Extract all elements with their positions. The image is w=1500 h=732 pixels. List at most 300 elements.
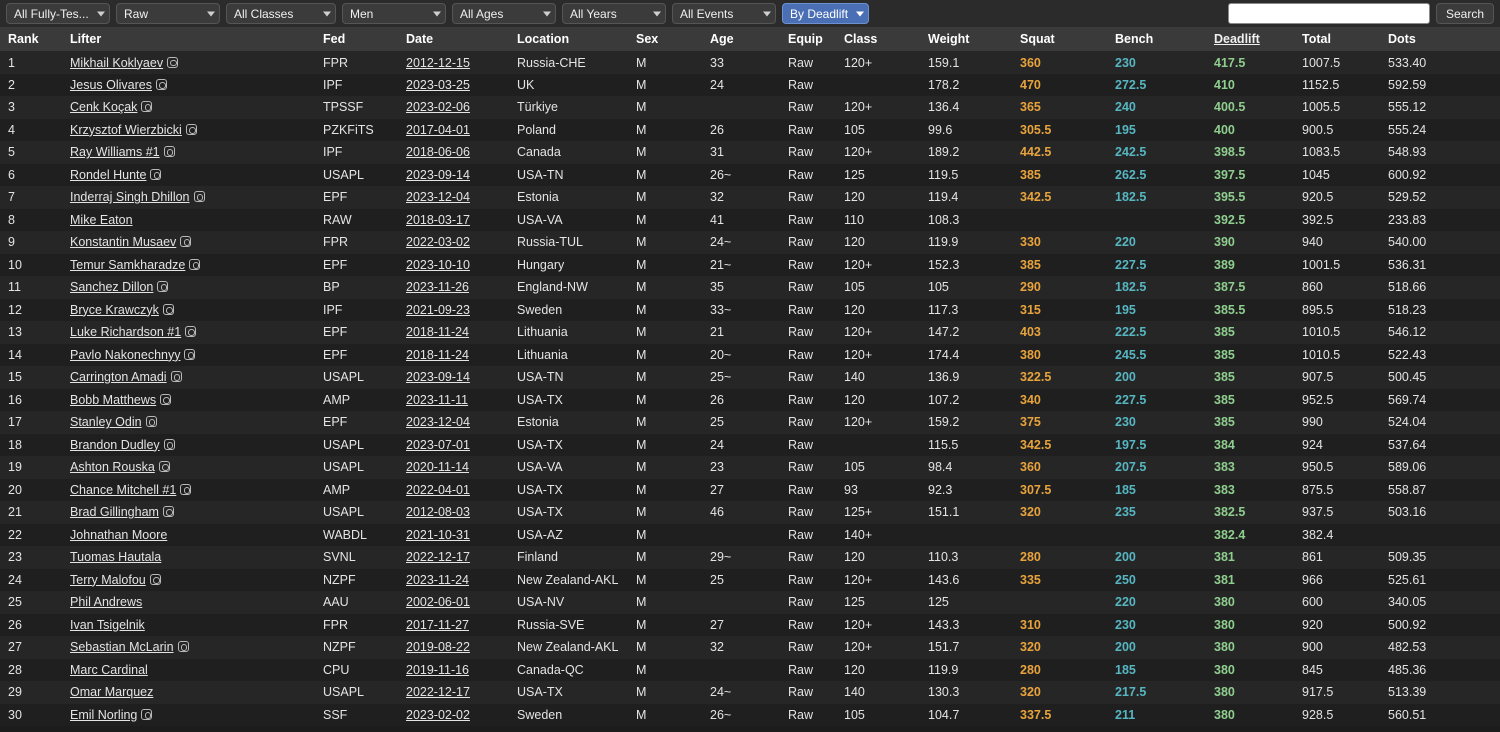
cell-age: 23 bbox=[710, 460, 724, 475]
cell-date[interactable] bbox=[398, 344, 509, 367]
cell-date[interactable] bbox=[398, 164, 509, 187]
cell-equip: Raw bbox=[788, 122, 814, 137]
cell-date[interactable] bbox=[398, 501, 509, 524]
cell-deadlift bbox=[1206, 704, 1294, 727]
table-row[interactable] bbox=[0, 96, 1500, 119]
cell-fed: TPSSF bbox=[323, 100, 364, 115]
cell-date[interactable] bbox=[398, 141, 509, 164]
table-row[interactable] bbox=[0, 74, 1500, 97]
table-row[interactable] bbox=[0, 591, 1500, 614]
meet-date-link[interactable]: 2022-12-17 bbox=[406, 685, 470, 700]
cell-lifter[interactable] bbox=[62, 479, 315, 502]
cell-total: 1010.5 bbox=[1302, 325, 1341, 340]
cell-date[interactable] bbox=[398, 276, 509, 299]
cell-date[interactable] bbox=[398, 209, 509, 232]
column-header-label: Age bbox=[710, 32, 734, 47]
cell-date[interactable] bbox=[398, 254, 509, 277]
equipment-filter-label: Raw bbox=[124, 6, 149, 21]
instagram-icon[interactable] bbox=[160, 394, 171, 405]
cell-age: 20~ bbox=[710, 347, 732, 362]
cell-rank: 29 bbox=[8, 685, 22, 700]
instagram-icon[interactable] bbox=[185, 326, 196, 337]
instagram-icon[interactable] bbox=[141, 101, 152, 112]
cell-weight: 136.9 bbox=[928, 370, 960, 385]
cell-rank: 27 bbox=[8, 640, 22, 655]
cell-fed: AMP bbox=[323, 482, 351, 497]
cell-age: 35 bbox=[710, 280, 724, 295]
cell-weight: 105 bbox=[928, 280, 949, 295]
deadlift-value: 410 bbox=[1214, 77, 1235, 92]
event-filter[interactable] bbox=[672, 3, 776, 24]
cell-date[interactable] bbox=[398, 411, 509, 434]
table-row[interactable] bbox=[0, 119, 1500, 142]
cell-lifter[interactable] bbox=[62, 186, 315, 209]
table-row[interactable] bbox=[0, 614, 1500, 637]
cell-class: 125 bbox=[844, 595, 865, 610]
lifter-link[interactable]: Luke Richardson #1 bbox=[70, 325, 182, 340]
meet-date-link[interactable]: 2022-03-02 bbox=[406, 235, 470, 250]
column-header-deadlift[interactable] bbox=[1206, 28, 1294, 51]
cell-dots: 569.74 bbox=[1388, 392, 1427, 407]
lifter-link[interactable]: Phil Andrews bbox=[70, 595, 143, 610]
cell-date[interactable] bbox=[398, 119, 509, 142]
meet-date-link[interactable]: 2023-12-04 bbox=[406, 415, 470, 430]
meet-date-link[interactable]: 2023-02-02 bbox=[406, 707, 470, 722]
cell-deadlift bbox=[1206, 389, 1294, 412]
cell-deadlift bbox=[1206, 591, 1294, 614]
instagram-icon[interactable] bbox=[163, 506, 174, 517]
search-button[interactable]: Search bbox=[1436, 3, 1494, 24]
cell-date[interactable] bbox=[398, 434, 509, 457]
lifter-link[interactable]: Omar Marquez bbox=[70, 685, 154, 700]
squat-value: 340 bbox=[1020, 392, 1041, 407]
cell-weight: 119.5 bbox=[928, 167, 959, 182]
cell-date[interactable] bbox=[398, 591, 509, 614]
meet-date-link[interactable]: 2023-02-06 bbox=[406, 100, 470, 115]
bench-value: 182.5 bbox=[1115, 280, 1147, 295]
meet-date-link[interactable]: 2023-11-26 bbox=[406, 280, 470, 295]
bench-value: 242.5 bbox=[1115, 145, 1147, 160]
search-input[interactable] bbox=[1228, 3, 1430, 24]
column-header-lifter[interactable] bbox=[62, 28, 315, 51]
cell-lifter[interactable] bbox=[62, 614, 315, 637]
table-row[interactable] bbox=[0, 51, 1500, 74]
sort-filter[interactable] bbox=[782, 3, 869, 24]
cell-equip: Raw bbox=[788, 302, 814, 317]
cell-rank: 5 bbox=[8, 145, 15, 160]
meet-date-link[interactable]: 2019-11-16 bbox=[406, 662, 470, 677]
cell-rank: 2 bbox=[8, 77, 15, 92]
cell-rank: 12 bbox=[8, 302, 22, 317]
lifter-link[interactable]: Cenk Koçak bbox=[70, 100, 138, 115]
cell-lifter[interactable] bbox=[62, 434, 315, 457]
table-row[interactable] bbox=[0, 141, 1500, 164]
column-header-label: Sex bbox=[636, 32, 659, 47]
meet-date-link[interactable]: 2023-09-14 bbox=[406, 370, 470, 385]
cell-lifter[interactable] bbox=[62, 569, 315, 592]
cell-date[interactable] bbox=[398, 389, 509, 412]
instagram-icon[interactable] bbox=[146, 416, 157, 427]
cell-squat bbox=[1012, 546, 1107, 569]
meet-date-link[interactable]: 2023-12-04 bbox=[406, 190, 470, 205]
squat-value: 365 bbox=[1020, 100, 1041, 115]
lifter-link[interactable]: Temur Samkharadze bbox=[70, 257, 186, 272]
lifter-link[interactable]: Pavlo Nakonechnyy bbox=[70, 347, 181, 362]
cell-date[interactable] bbox=[398, 96, 509, 119]
column-header-total[interactable] bbox=[1294, 28, 1380, 51]
cell-rank: 21 bbox=[8, 505, 22, 520]
meet-date-link[interactable]: 2022-04-01 bbox=[406, 482, 470, 497]
cell-lifter[interactable] bbox=[62, 231, 315, 254]
bench-value: 272.5 bbox=[1115, 77, 1147, 92]
squat-value: 342.5 bbox=[1020, 190, 1052, 205]
table-row[interactable] bbox=[0, 524, 1500, 547]
lifter-link[interactable]: Carrington Amadi bbox=[70, 370, 167, 385]
cell-equip: Raw bbox=[788, 100, 814, 115]
cell-lifter[interactable] bbox=[62, 456, 315, 479]
column-header-bench[interactable] bbox=[1107, 28, 1206, 51]
cell-deadlift bbox=[1206, 344, 1294, 367]
table-row[interactable] bbox=[0, 411, 1500, 434]
year-filter[interactable] bbox=[562, 3, 666, 24]
cell-dots: 537.64 bbox=[1388, 437, 1427, 452]
lifter-link[interactable]: Mikhail Koklyaev bbox=[70, 55, 164, 70]
cell-date[interactable] bbox=[398, 659, 509, 682]
cell-lifter[interactable] bbox=[62, 591, 315, 614]
cell-date[interactable] bbox=[398, 299, 509, 322]
table-row[interactable] bbox=[0, 321, 1500, 344]
cell-location: USA-AZ bbox=[517, 527, 563, 542]
cell-date[interactable] bbox=[398, 321, 509, 344]
instagram-icon[interactable] bbox=[163, 304, 174, 315]
table-row[interactable] bbox=[0, 546, 1500, 569]
cell-class: 120+ bbox=[844, 572, 873, 587]
cell-lifter[interactable] bbox=[62, 524, 315, 547]
bench-value: 222.5 bbox=[1115, 325, 1147, 340]
cell-total: 990 bbox=[1302, 415, 1323, 430]
lifter-link[interactable]: Mike Eaton bbox=[70, 212, 133, 227]
table-row[interactable] bbox=[0, 434, 1500, 457]
chevron-down-icon bbox=[323, 11, 331, 16]
cell-age: 26~ bbox=[710, 167, 732, 182]
meet-date-link[interactable]: 2017-11-27 bbox=[406, 617, 470, 632]
cell-lifter[interactable] bbox=[62, 681, 315, 704]
squat-value: 342.5 bbox=[1020, 437, 1052, 452]
bench-value: 250 bbox=[1115, 572, 1136, 587]
cell-bench bbox=[1107, 479, 1206, 502]
cell-equip: Raw bbox=[788, 505, 814, 520]
age-filter[interactable] bbox=[452, 3, 556, 24]
table-row[interactable] bbox=[0, 366, 1500, 389]
cell-lifter[interactable] bbox=[62, 659, 315, 682]
cell-date[interactable] bbox=[398, 456, 509, 479]
cell-lifter[interactable] bbox=[62, 209, 315, 232]
meet-date-link[interactable]: 2023-09-14 bbox=[406, 167, 470, 182]
meet-date-link[interactable]: 2017-04-01 bbox=[406, 122, 470, 137]
cell-location: USA-TX bbox=[517, 482, 563, 497]
cell-dots: 592.59 bbox=[1388, 77, 1427, 92]
cell-dots: 233.83 bbox=[1388, 212, 1427, 227]
cell-equip: Raw bbox=[788, 77, 814, 92]
table-row[interactable] bbox=[0, 231, 1500, 254]
cell-date[interactable] bbox=[398, 681, 509, 704]
instagram-icon[interactable] bbox=[167, 57, 178, 68]
table-row[interactable] bbox=[0, 299, 1500, 322]
cell-date[interactable] bbox=[398, 524, 509, 547]
cell-date[interactable] bbox=[398, 636, 509, 659]
table-row[interactable] bbox=[0, 704, 1500, 727]
table-row[interactable] bbox=[0, 681, 1500, 704]
deadlift-value: 380 bbox=[1214, 595, 1235, 610]
cell-class: 120+ bbox=[844, 347, 873, 362]
cell-squat bbox=[1012, 524, 1107, 547]
cell-location: Canada bbox=[517, 145, 561, 160]
year-filter-label: All Years bbox=[570, 6, 617, 21]
rankings-table-container[interactable] bbox=[0, 28, 1500, 732]
meet-date-link[interactable]: 2020-11-14 bbox=[406, 460, 470, 475]
sex-filter[interactable] bbox=[342, 3, 446, 24]
column-header-date[interactable] bbox=[398, 28, 509, 51]
cell-lifter[interactable] bbox=[62, 366, 315, 389]
table-row[interactable] bbox=[0, 389, 1500, 412]
instagram-icon[interactable] bbox=[186, 124, 197, 135]
table-row[interactable] bbox=[0, 569, 1500, 592]
column-header-location[interactable] bbox=[509, 28, 628, 51]
lifter-link[interactable]: Ivan Tsigelnik bbox=[70, 617, 145, 632]
instagram-icon[interactable] bbox=[150, 169, 161, 180]
table-row[interactable] bbox=[0, 164, 1500, 187]
table-row[interactable] bbox=[0, 479, 1500, 502]
lifter-link[interactable]: Chance Mitchell #1 bbox=[70, 482, 177, 497]
cell-fed: FPR bbox=[323, 235, 348, 250]
cell-weight: 159.1 bbox=[928, 55, 960, 70]
lifter-link[interactable]: Tuomas Hautala bbox=[70, 550, 162, 565]
column-header-sex[interactable] bbox=[628, 28, 702, 51]
cell-date[interactable] bbox=[398, 614, 509, 637]
meet-date-link[interactable]: 2023-11-24 bbox=[406, 572, 470, 587]
instagram-icon[interactable] bbox=[164, 439, 175, 450]
table-row[interactable] bbox=[0, 501, 1500, 524]
column-header-age[interactable] bbox=[702, 28, 780, 51]
cell-lifter[interactable] bbox=[62, 344, 315, 367]
lifter-link[interactable]: Rondel Hunte bbox=[70, 167, 147, 182]
cell-location: Finland bbox=[517, 550, 558, 565]
cell-dots: 518.23 bbox=[1388, 302, 1427, 317]
squat-value: 305.5 bbox=[1020, 122, 1052, 137]
cell-class: 105 bbox=[844, 707, 865, 722]
meet-date-link[interactable]: 2018-06-06 bbox=[406, 145, 470, 160]
cell-date[interactable] bbox=[398, 569, 509, 592]
squat-value: 320 bbox=[1020, 505, 1041, 520]
cell-lifter[interactable] bbox=[62, 141, 315, 164]
cell-lifter[interactable] bbox=[62, 74, 315, 97]
cell-sex: M bbox=[636, 325, 647, 340]
column-header-class[interactable] bbox=[836, 28, 920, 51]
cell-dots: 513.39 bbox=[1388, 685, 1427, 700]
cell-date[interactable] bbox=[398, 186, 509, 209]
cell-weight: 92.3 bbox=[928, 482, 953, 497]
squat-value: 330 bbox=[1020, 235, 1041, 250]
bench-value: 207.5 bbox=[1115, 460, 1147, 475]
cell-lifter[interactable] bbox=[62, 501, 315, 524]
cell-squat bbox=[1012, 411, 1107, 434]
cell-location: Estonia bbox=[517, 190, 559, 205]
lifter-link[interactable]: Johnathan Moore bbox=[70, 527, 168, 542]
cell-weight: 119.9 bbox=[928, 662, 959, 677]
meet-date-link[interactable]: 2021-09-23 bbox=[406, 302, 470, 317]
instagram-icon[interactable] bbox=[164, 146, 175, 157]
instagram-icon[interactable] bbox=[180, 484, 191, 495]
lifter-link[interactable]: Inderraj Singh Dhillon bbox=[70, 190, 190, 205]
cell-dots: 548.93 bbox=[1388, 145, 1427, 160]
meet-date-link[interactable]: 2018-11-24 bbox=[406, 325, 470, 340]
bench-value: 227.5 bbox=[1115, 257, 1147, 272]
instagram-icon[interactable] bbox=[178, 641, 189, 652]
column-header-equip[interactable] bbox=[780, 28, 836, 51]
weight-class-filter[interactable] bbox=[226, 3, 336, 24]
lifter-link[interactable]: Sebastian McLarin bbox=[70, 640, 174, 655]
meet-date-link[interactable]: 2012-08-03 bbox=[406, 505, 470, 520]
instagram-icon[interactable] bbox=[141, 709, 152, 720]
table-row[interactable] bbox=[0, 456, 1500, 479]
table-row[interactable] bbox=[0, 254, 1500, 277]
cell-class: 93 bbox=[844, 482, 858, 497]
cell-lifter[interactable] bbox=[62, 254, 315, 277]
meet-date-link[interactable]: 2018-03-17 bbox=[406, 212, 470, 227]
lifter-link[interactable]: Brandon Dudley bbox=[70, 437, 160, 452]
cell-location: USA-TN bbox=[517, 370, 564, 385]
squat-value: 335 bbox=[1020, 572, 1041, 587]
cell-date[interactable] bbox=[398, 704, 509, 727]
deadlift-value: 390 bbox=[1214, 235, 1235, 250]
cell-dots: 500.92 bbox=[1388, 617, 1427, 632]
equipment-filter[interactable] bbox=[116, 3, 220, 24]
lifter-link[interactable]: Terry Malofou bbox=[70, 572, 146, 587]
cell-age bbox=[702, 524, 780, 547]
cell-lifter[interactable] bbox=[62, 704, 315, 727]
lifter-link[interactable]: Ray Williams #1 bbox=[70, 145, 160, 160]
cell-rank: 24 bbox=[8, 572, 22, 587]
cell-lifter[interactable] bbox=[62, 546, 315, 569]
squat-value: 320 bbox=[1020, 640, 1041, 655]
meet-date-link[interactable]: 2018-11-24 bbox=[406, 347, 470, 362]
lifter-link[interactable]: Emil Norling bbox=[70, 707, 138, 722]
column-header-weight[interactable] bbox=[920, 28, 1012, 51]
lifter-link[interactable]: Konstantin Musaev bbox=[70, 235, 177, 250]
meet-date-link[interactable]: 2021-10-31 bbox=[406, 527, 470, 542]
cell-location: Hungary bbox=[517, 257, 565, 272]
cell-date[interactable] bbox=[398, 231, 509, 254]
lifter-link[interactable]: Ashton Rouska bbox=[70, 460, 155, 475]
lifter-link[interactable]: Stanley Odin bbox=[70, 415, 142, 430]
table-row[interactable] bbox=[0, 344, 1500, 367]
instagram-icon[interactable] bbox=[150, 574, 161, 585]
cell-lifter[interactable] bbox=[62, 321, 315, 344]
cell-lifter[interactable] bbox=[62, 389, 315, 412]
cell-fed: NZPF bbox=[323, 640, 356, 655]
lifter-link[interactable]: Brad Gillingham bbox=[70, 505, 159, 520]
instagram-icon[interactable] bbox=[184, 349, 195, 360]
deadlift-value: 385 bbox=[1214, 347, 1235, 362]
cell-location: Türkiye bbox=[517, 100, 558, 115]
cell-lifter[interactable] bbox=[62, 164, 315, 187]
cell-date[interactable] bbox=[398, 479, 509, 502]
cell-date[interactable] bbox=[398, 546, 509, 569]
cell-squat bbox=[1012, 366, 1107, 389]
table-row[interactable] bbox=[0, 276, 1500, 299]
cell-date[interactable] bbox=[398, 366, 509, 389]
cell-lifter[interactable] bbox=[62, 96, 315, 119]
instagram-icon[interactable] bbox=[189, 259, 200, 270]
cell-age: 26 bbox=[710, 392, 724, 407]
cell-squat bbox=[1012, 614, 1107, 637]
cell-fed: USAPL bbox=[323, 460, 364, 475]
column-header-squat[interactable] bbox=[1012, 28, 1107, 51]
meet-date-link[interactable]: 2023-10-10 bbox=[406, 257, 470, 272]
cell-dots: 340.05 bbox=[1388, 595, 1427, 610]
lifter-link[interactable]: Bobb Matthews bbox=[70, 392, 157, 407]
lifter-link[interactable]: Marc Cardinal bbox=[70, 662, 148, 677]
cell-sex: M bbox=[636, 347, 647, 362]
meet-date-link[interactable]: 2022-12-17 bbox=[406, 550, 470, 565]
column-header-fed[interactable] bbox=[315, 28, 398, 51]
cell-sex: M bbox=[636, 55, 647, 70]
meet-date-link[interactable]: 2023-07-01 bbox=[406, 437, 470, 452]
meet-date-link[interactable]: 2023-11-11 bbox=[406, 392, 469, 407]
column-header-rank[interactable] bbox=[0, 28, 62, 51]
bench-value: 197.5 bbox=[1115, 437, 1147, 452]
table-row[interactable] bbox=[0, 209, 1500, 232]
column-header-label: Lifter bbox=[70, 32, 102, 47]
table-row[interactable] bbox=[0, 636, 1500, 659]
cell-lifter[interactable] bbox=[62, 299, 315, 322]
instagram-icon[interactable] bbox=[194, 191, 205, 202]
cell-fed: USAPL bbox=[323, 437, 364, 452]
cell-squat bbox=[1012, 299, 1107, 322]
lifter-link[interactable]: Sanchez Dillon bbox=[70, 280, 154, 295]
cell-lifter[interactable] bbox=[62, 119, 315, 142]
meet-date-link[interactable]: 2012-12-15 bbox=[406, 55, 470, 70]
cell-lifter[interactable] bbox=[62, 276, 315, 299]
table-row[interactable] bbox=[0, 659, 1500, 682]
meet-date-link[interactable]: 2023-03-25 bbox=[406, 77, 470, 92]
lifter-link[interactable]: Krzysztof Wierzbicki bbox=[70, 122, 182, 137]
instagram-icon[interactable] bbox=[156, 79, 167, 90]
cell-lifter[interactable] bbox=[62, 51, 315, 74]
cell-lifter[interactable] bbox=[62, 636, 315, 659]
cell-sex: M bbox=[636, 482, 647, 497]
squat-value: 360 bbox=[1020, 55, 1041, 70]
cell-date[interactable] bbox=[398, 51, 509, 74]
column-header-dots[interactable] bbox=[1380, 28, 1500, 51]
event-filter-label: All Events bbox=[680, 6, 734, 21]
instagram-icon[interactable] bbox=[171, 371, 182, 382]
cell-deadlift bbox=[1206, 456, 1294, 479]
cell-bench bbox=[1107, 569, 1206, 592]
cell-lifter[interactable] bbox=[62, 411, 315, 434]
cell-bench bbox=[1107, 96, 1206, 119]
federation-filter[interactable] bbox=[6, 3, 110, 24]
table-row[interactable] bbox=[0, 186, 1500, 209]
instagram-icon[interactable] bbox=[180, 236, 191, 247]
lifter-link[interactable]: Jesus Olivares bbox=[70, 77, 152, 92]
instagram-icon[interactable] bbox=[159, 461, 170, 472]
meet-date-link[interactable]: 2002-06-01 bbox=[406, 595, 470, 610]
lifter-link[interactable]: Bryce Krawczyk bbox=[70, 302, 159, 317]
cell-date[interactable] bbox=[398, 74, 509, 97]
meet-date-link[interactable]: 2019-08-22 bbox=[406, 640, 470, 655]
instagram-icon[interactable] bbox=[157, 281, 168, 292]
